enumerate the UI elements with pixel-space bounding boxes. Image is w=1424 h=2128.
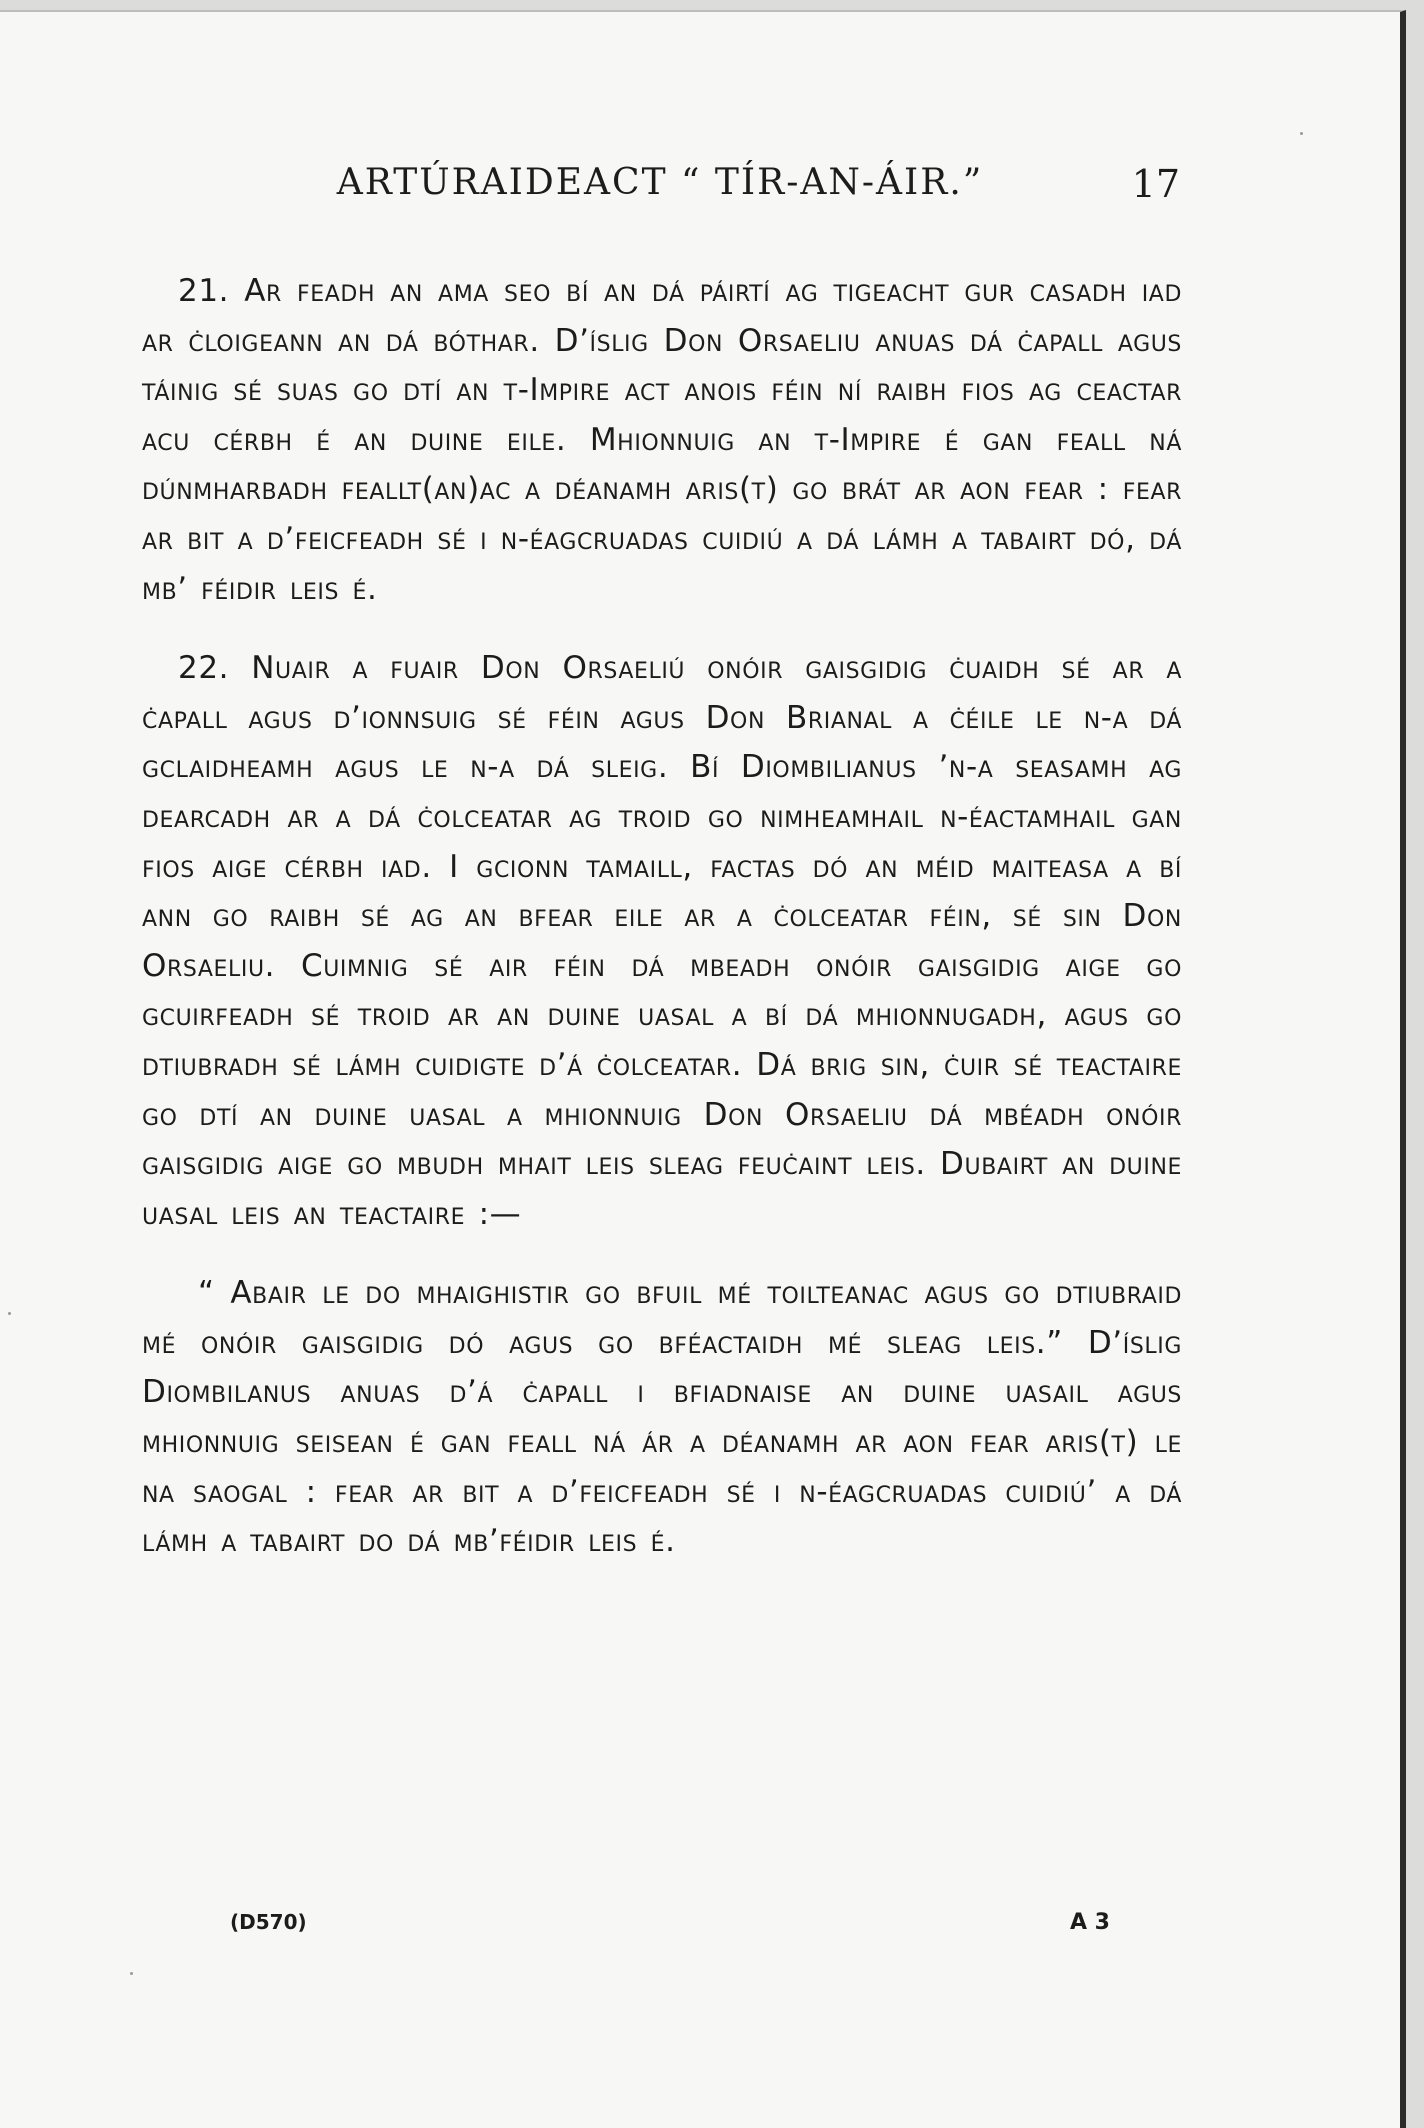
- running-title: ARTÚRAIDEACT “ TÍR-AN-ÁIR.”: [336, 162, 984, 203]
- quoted-paragraph: “ Abair le do mhaighistir go bfuil mé toilteanac agus go dtiubraid mé onóir gaisgidig dó agus go bféactaidh mé sleag leis.” D’íslig Diombilanus anuas d’á ċapall i bfiadnaise an duine uasail agus mhionnuig seisean é gan feall ná ár a déanamh ar aon fear aris(t) le na saogal : fear ar bit a d’feicfeadh sé i n-éagcruadas cuidiú’ a dá lámh a tabairt do dá mb’féidir leis é.: [142, 1275, 1182, 1560]
- page-number: 17: [1131, 162, 1180, 206]
- paragraph-22: 22. Nuair a fuair Don Orsaeliú onóir gaisgidig ċuaidh sé ar a ċapall agus d’ionnsuig sé féin agus Don Brianal a ċéile le n-a dá gclaidheamh agus le n-a dá sleig. Bí Diombilianus ’n-a seasamh ag dearcadh ar a dá ċolceatar ag troid go nimheamhail n-éactamhail gan fios aige cérbh iad. I gcionn tamaill, factas dó an méid maiteasa a bí ann go raibh sé ag an bfear eile ar a ċolceatar féin, sé sin Don Orsaeliu. Cuimnig sé air féin dá mbeadh onóir gaisgidig aige go gcuirfeadh sé troid ar an duine uasal a bí dá mhionnugadh, agus go dtiubradh sé lámh cuidigte d’á ċolceatar. Dá brig sin, ċuir sé teactaire go dtí an duine uasal a mhionnuig Don Orsaeliu dá mbéadh onóir gaisgidig aige go mbudh mhait leis sleag feuċaint leis. Dubairt an duine uasal leis an teactaire :—: [142, 650, 1182, 1232]
- scan-speck: [130, 1972, 133, 1975]
- gathering-signature: A 3: [1070, 1910, 1110, 1935]
- scan-speck: [1300, 132, 1303, 135]
- scan-speck: [8, 1312, 11, 1315]
- paragraph-21: 21. Ar feadh an ama seo bí an dá páirtí ag tigeacht gur casadh iad ar ċloigeann an dá bóthar. D’íslig Don Orsaeliu anuas dá ċapall agus táinig sé suas go dtí an t-Impire act anois féin ní raibh fios ag ceactar acu cérbh é an duine eile. Mhionnuig an t-Impire é gan feall ná dúnmharbadh feallt(an)ac a déanamh aris(t) go brát ar aon fear : fear ar bit a d’feicfeadh sé i n-éagcruadas cuidiú a dá lámh a tabairt dó, dá mb’ féidir leis é.: [142, 273, 1182, 607]
- book-page: [0, 10, 1406, 2128]
- page-header: [0, 162, 1400, 222]
- page-body: [142, 267, 1182, 1567]
- printer-signature: (D570): [230, 1910, 307, 1934]
